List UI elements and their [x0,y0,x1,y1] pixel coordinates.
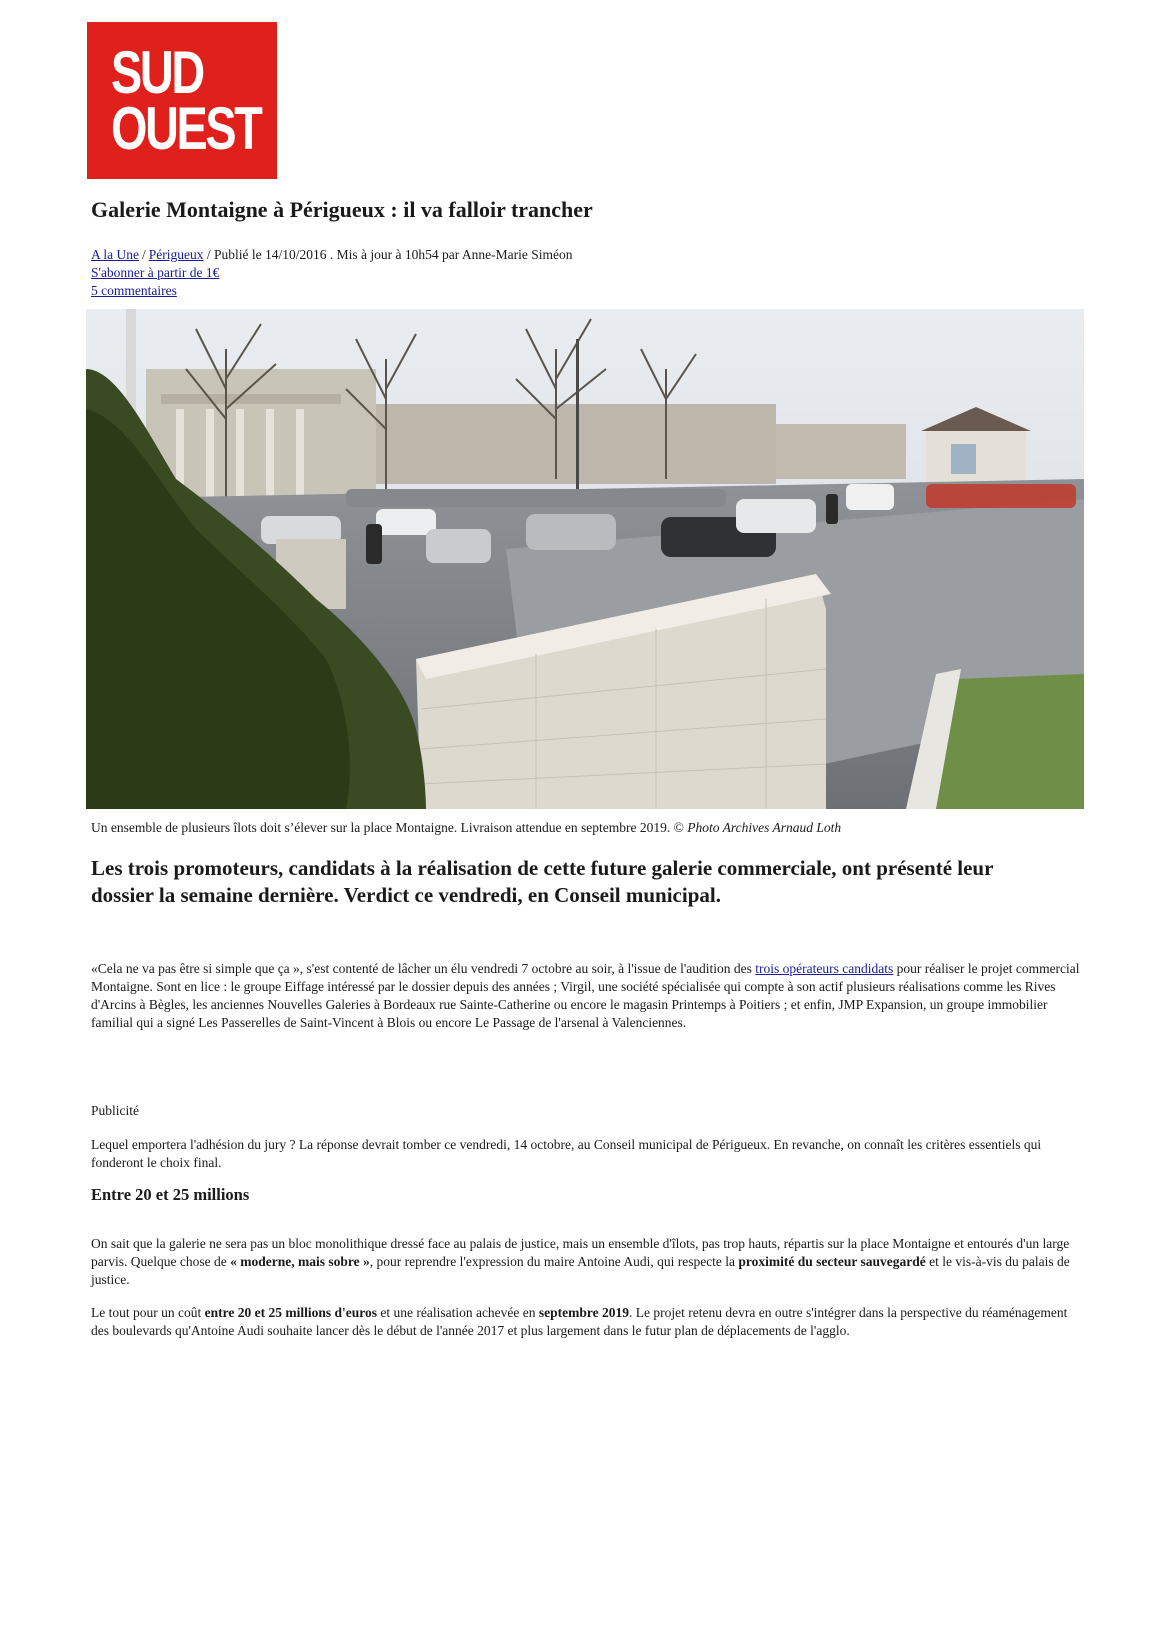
paragraph-4-text-a: Le tout pour un coût [91,1305,205,1320]
paragraph-4 [91,1304,1081,1340]
breadcrumb-home-link[interactable]: A la Une [91,247,139,262]
paragraph-3 [91,1235,1081,1289]
paragraph-4-text-c: . Le projet retenu devra en outre s'intégrer dans la perspective du réaménagement des boulevards qu'Antoine Audi souhaite lancer dès le début de l'année 2017 et plus largement dans le futur plan de déplacements de l'agglo. [91,1305,1068,1338]
paragraph-1-text-b: pour réaliser le projet commercial Montaigne. Sont en lice : le groupe Eiffage intéressé par le dossier depuis des années ; Virgil, une société spécialisée qui compte à son actif plusieurs réalisations comme les Rives d'Arcins à Bègles, les anciennes Nouvelles Galeries à Bordeaux rue Sainte-Catherine ou encore le magasin Printemps à Poitiers ; et enfin, JMP Expansion, un groupe immobilier familial qui a signé Les Passerelles de Saint-Vincent à Blois ou encore Le Passage de l'arsenal à Valenciennes. [91,961,1080,1030]
photo-caption [91,820,841,836]
caption-credit: Photo Archives Arnaud Loth [687,820,842,835]
paragraph-2: Lequel emportera l'adhésion du jury ? La réponse devrait tomber ce vendredi, 14 octobre, au Conseil municipal de Périgueux. En revanche, on connaît les critères essentiels qui fonderont le choix final. [91,1137,1042,1170]
article-photo [86,309,1084,809]
paragraph-3-text-b: , pour reprendre l'expression du maire Antoine Audi, qui respecte la [369,1254,739,1269]
breadcrumb-separator: / [142,247,146,262]
logo-line-2: OUEST [111,94,261,162]
paragraph-3-text-a: On sait que la galerie ne sera pas un bloc monolithique dressé face au palais de justice, mais un ensemble d'îlots, pas trop hauts, répartis sur la place Montaigne et entourés d'un large parvis. Quelque chose de [91,1236,1070,1269]
subheading: Entre 20 et 25 millions [91,1185,250,1204]
paragraph-3-bold-quote: « moderne, mais sobre » [230,1254,370,1269]
comments-link[interactable]: 5 commentaires [91,283,177,298]
paragraph-3-text-c: et le vis-à-vis du palais de justice. [91,1254,1070,1287]
sud-ouest-logo[interactable] [87,22,277,179]
published-info: / Publié le 14/10/2016 . Mis à jour à 10h54 par Anne-Marie Siméon [206,247,573,262]
paragraph-4-bold-cost: entre 20 et 25 millions d'euros [204,1305,377,1320]
lead-line-2: dossier la semaine dernière. Verdict ce vendredi, en Conseil municipal. [91,883,721,907]
article-title: Galerie Montaigne à Périgueux : il va falloir trancher [91,197,593,222]
caption-text: Un ensemble de plusieurs îlots doit s’élever sur la place Montaigne. Livraison attendue en septembre 2019. © [91,820,688,835]
paragraph-1-text-a: «Cela ne va pas être si simple que ça », s'est contenté de lâcher un élu vendredi 7 octobre au soir, à l'issue de l'audition des [91,961,756,976]
logo-line-1: SUD [111,38,203,106]
paragraph-3-bold-sector: proximité du secteur sauvegardé [738,1254,926,1269]
breadcrumb-city-link[interactable]: Périgueux [148,247,204,262]
candidates-link[interactable]: trois opérateurs candidats [755,961,894,976]
lead-line-1: Les trois promoteurs, candidats à la réalisation de cette future galerie commerciale, ont présenté leur [91,856,994,880]
article-lead [91,855,1081,909]
paragraph-4-bold-date: septembre 2019 [538,1305,630,1320]
article-meta [91,246,572,300]
place-montaigne-photo [86,309,1084,809]
ad-label: Publicité [91,1103,139,1118]
paragraph-1 [91,960,1081,1032]
subscribe-link[interactable]: S'abonner à partir de 1€ [91,265,220,280]
paragraph-4-text-b: et une réalisation achevée en [376,1305,539,1320]
breadcrumb [91,246,572,264]
